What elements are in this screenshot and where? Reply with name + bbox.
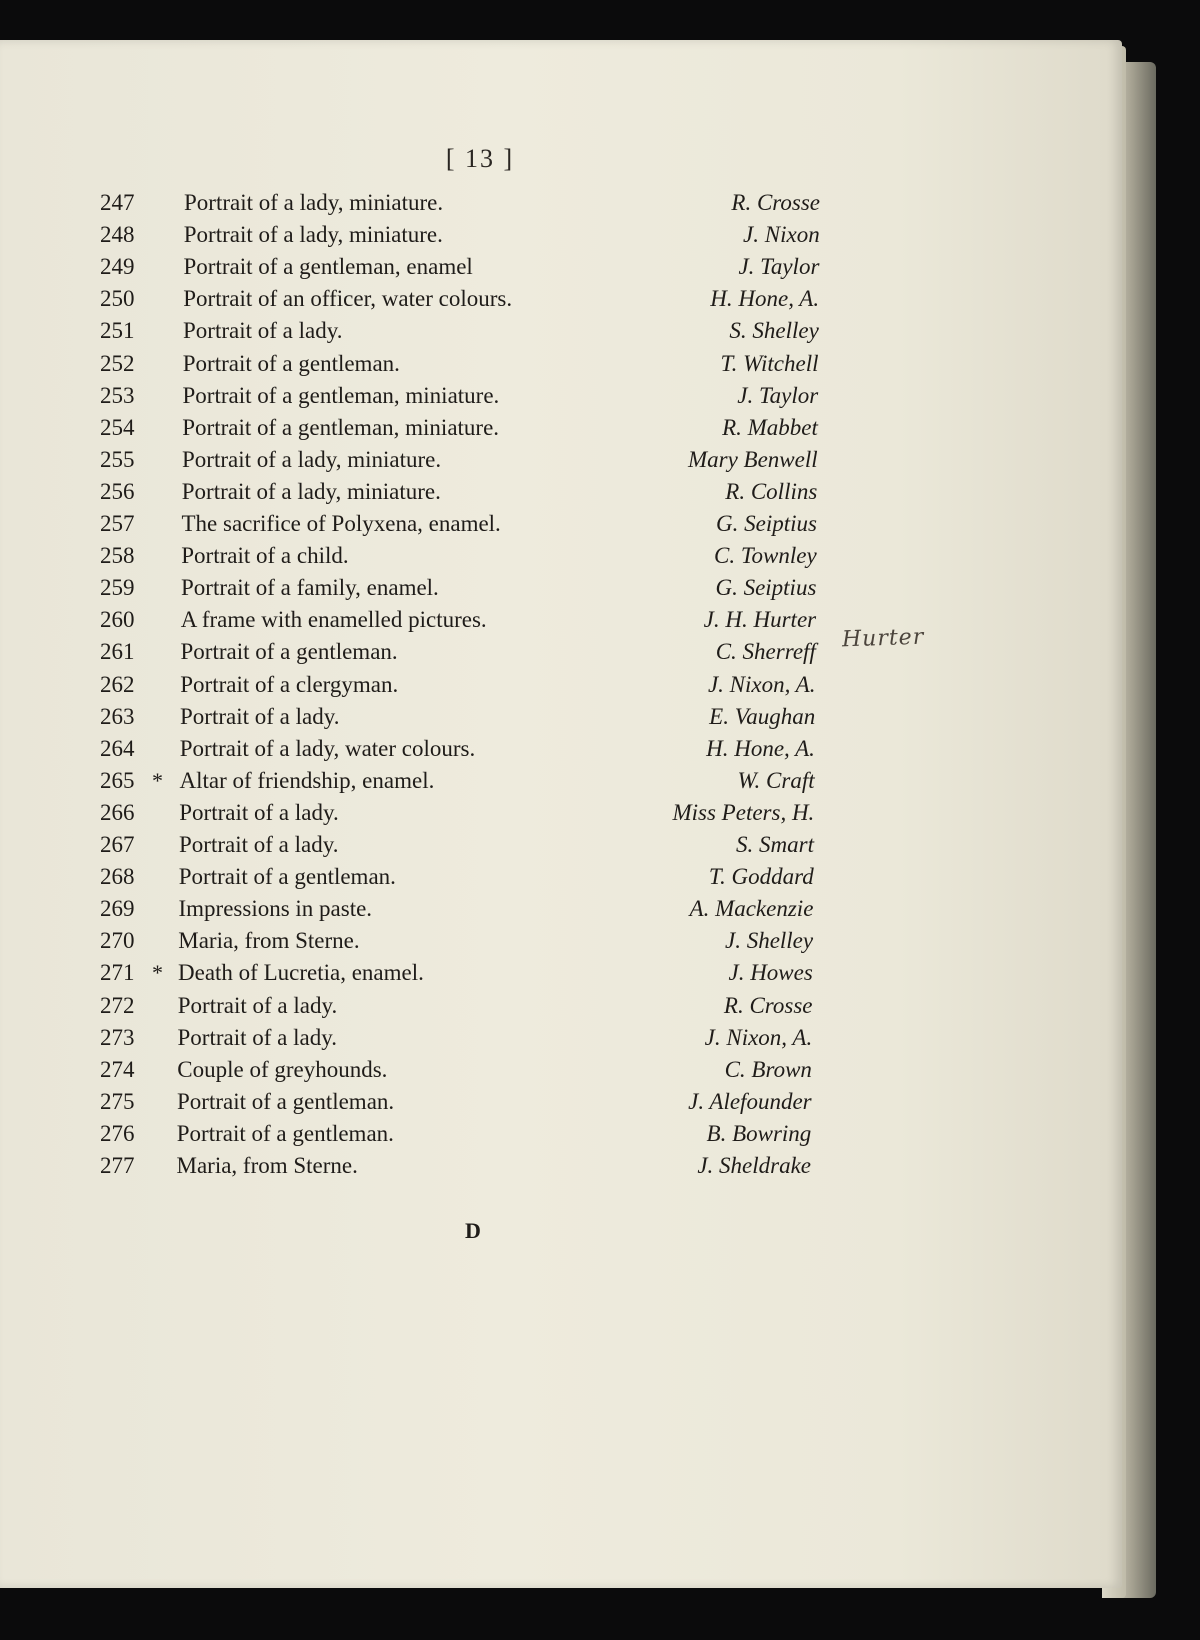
table-row — [0, 282, 1122, 315]
artist-name: J. Alefounder — [688, 1088, 812, 1114]
work-title: Portrait of a gentleman, miniature. — [182, 382, 500, 408]
table-row — [0, 218, 1122, 251]
signature-mark: D — [465, 1218, 481, 1243]
table-row — [0, 700, 1122, 733]
catalogue-number: 248 — [100, 222, 135, 248]
work-title: Portrait of a lady. — [177, 992, 338, 1018]
table-row — [0, 796, 1122, 829]
table-row — [0, 764, 1122, 797]
handwritten-annotation: Hurter — [841, 624, 925, 653]
artist-name: Miss Peters, H. — [672, 799, 815, 825]
artist-name: J. Nixon — [743, 222, 820, 248]
artist-name: C. Townley — [714, 543, 817, 569]
catalogue-number: 271 — [100, 960, 135, 986]
table-row — [0, 411, 1122, 444]
artist-name: C. Sherreff — [715, 639, 816, 665]
catalogue-number: 252 — [100, 350, 135, 376]
catalogue-number: 272 — [100, 992, 135, 1018]
catalogue-number: 267 — [100, 832, 135, 857]
work-title: Portrait of a lady. — [179, 832, 339, 857]
page-number: [ 13 ] — [445, 144, 515, 173]
table-row — [0, 924, 1122, 957]
artist-name: E. Vaughan — [709, 703, 816, 729]
artist-name: J. Nixon, A. — [704, 1024, 813, 1050]
catalogue-number: 274 — [100, 1056, 135, 1082]
table-row — [0, 1117, 1122, 1150]
table-row — [0, 347, 1122, 380]
table-row — [0, 443, 1122, 476]
work-title: Portrait of a gentleman. — [177, 1088, 395, 1114]
catalogue-number: 277 — [100, 1153, 135, 1178]
catalogue-number: 254 — [100, 414, 135, 440]
work-title: The sacrifice of Polyxena, enamel. — [181, 511, 501, 536]
artist-name: J. H. Hurter — [703, 607, 817, 633]
table-row — [0, 571, 1122, 604]
catalogue-number: 261 — [100, 639, 135, 665]
table-row — [0, 539, 1122, 572]
artist-name: C. Brown — [724, 1056, 812, 1082]
artist-name: J. Howes — [728, 960, 813, 986]
work-title: Portrait of a lady, miniature. — [184, 190, 444, 215]
work-title: Maria, from Sterne. — [178, 928, 360, 954]
table-row — [0, 1021, 1122, 1054]
work-title: A frame with enamelled pictures. — [180, 607, 487, 633]
work-title: Portrait of a gentleman. — [178, 864, 396, 890]
artist-name: B. Bowring — [706, 1120, 812, 1146]
table-row — [0, 732, 1122, 765]
catalogue-number: 247 — [100, 190, 135, 215]
catalogue-number: 259 — [100, 575, 135, 601]
artist-name: Mary Benwell — [687, 446, 818, 472]
work-title: Portrait of a gentleman, enamel — [183, 254, 473, 280]
catalogue-number: 262 — [100, 671, 135, 697]
table-row — [0, 603, 1122, 636]
table-row — [0, 956, 1122, 989]
work-title: Portrait of a lady. — [179, 799, 339, 825]
catalogue-number: 258 — [100, 543, 135, 569]
work-title: Impressions in paste. — [178, 896, 373, 922]
work-title: Portrait of a gentleman. — [176, 1120, 394, 1146]
catalogue-number: 266 — [100, 799, 135, 825]
work-title: Portrait of a lady, miniature. — [181, 478, 441, 504]
work-title: Death of Lucretia, enamel. — [178, 960, 424, 986]
table-row — [0, 1149, 1122, 1182]
catalogue-number: 264 — [100, 735, 135, 761]
artist-name: R. Mabbet — [722, 414, 818, 440]
table-row — [0, 892, 1122, 925]
work-title: Portrait of a gentleman. — [182, 350, 400, 376]
artist-name: J. Sheldrake — [697, 1153, 811, 1178]
table-row — [0, 250, 1122, 283]
work-title: Portrait of a child. — [181, 543, 349, 569]
work-title: Portrait of a gentleman. — [180, 639, 398, 665]
work-title: Couple of greyhounds. — [177, 1056, 388, 1082]
artist-name: J. Shelley — [724, 928, 814, 954]
artist-name: J. Taylor — [738, 254, 820, 280]
artist-name: G. Seiptius — [715, 575, 817, 601]
table-row — [0, 186, 1122, 219]
table-row — [0, 860, 1122, 893]
artist-name: T. Goddard — [708, 864, 814, 890]
work-title: Portrait of a lady. — [180, 703, 340, 729]
table-row — [0, 314, 1122, 347]
catalogue-number: 251 — [100, 318, 135, 344]
catalogue-number: 260 — [100, 607, 135, 633]
table-row — [0, 1085, 1122, 1118]
artist-name: S. Smart — [736, 832, 814, 857]
catalogue-number: 263 — [100, 703, 135, 729]
artist-name: R. Crosse — [723, 992, 813, 1018]
asterisk-mark: * — [152, 960, 163, 986]
table-row — [0, 989, 1122, 1022]
table-row — [0, 635, 1122, 668]
asterisk-mark: * — [152, 767, 163, 793]
work-title: Portrait of a family, enamel. — [181, 575, 439, 601]
table-row — [0, 475, 1122, 508]
table-row — [0, 379, 1122, 412]
catalogue-number: 249 — [100, 254, 135, 280]
artist-name: R. Collins — [725, 478, 818, 504]
catalogue-number: 255 — [100, 446, 135, 472]
catalogue-page — [0, 40, 1122, 1588]
catalogue-number: 268 — [100, 864, 135, 890]
work-title: Portrait of an officer, water colours. — [183, 286, 513, 312]
catalogue-number: 270 — [100, 928, 135, 954]
work-title: Portrait of a lady. — [183, 318, 343, 344]
catalogue-number: 269 — [100, 896, 135, 922]
catalogue-number: 253 — [100, 382, 135, 408]
artist-name: W. Craft — [737, 767, 815, 793]
work-title: Portrait of a lady, water colours. — [179, 735, 476, 761]
work-title: Altar of friendship, enamel. — [179, 767, 435, 793]
catalogue-number: 250 — [100, 286, 135, 312]
artist-name: H. Hone, A. — [710, 286, 820, 312]
artist-name: H. Hone, A. — [706, 735, 815, 761]
work-title: Portrait of a lady, miniature. — [182, 446, 442, 472]
artist-name: R. Crosse — [731, 190, 820, 215]
table-row — [0, 1053, 1122, 1086]
catalogue-number: 265 — [100, 767, 135, 793]
artist-name: T. Witchell — [720, 350, 819, 376]
artist-name: J. Taylor — [737, 382, 819, 408]
work-title: Portrait of a clergyman. — [180, 671, 399, 697]
work-title: Portrait of a gentleman, miniature. — [182, 414, 500, 440]
artist-name: J. Nixon, A. — [707, 671, 816, 697]
catalogue-number: 257 — [100, 511, 135, 536]
artist-name: G. Seiptius — [716, 511, 817, 536]
work-title: Portrait of a lady, miniature. — [183, 222, 443, 248]
work-title: Maria, from Sterne. — [176, 1153, 358, 1178]
artist-name: S. Shelley — [729, 318, 819, 344]
artist-name: A. Mackenzie — [689, 896, 814, 922]
table-row — [0, 828, 1122, 861]
table-row — [0, 507, 1122, 540]
work-title: Portrait of a lady. — [177, 1024, 337, 1050]
catalogue-number: 256 — [100, 478, 135, 504]
catalogue-number: 275 — [100, 1088, 135, 1114]
catalogue-number: 273 — [100, 1024, 135, 1050]
catalogue-number: 276 — [100, 1120, 135, 1146]
table-row — [0, 668, 1122, 701]
